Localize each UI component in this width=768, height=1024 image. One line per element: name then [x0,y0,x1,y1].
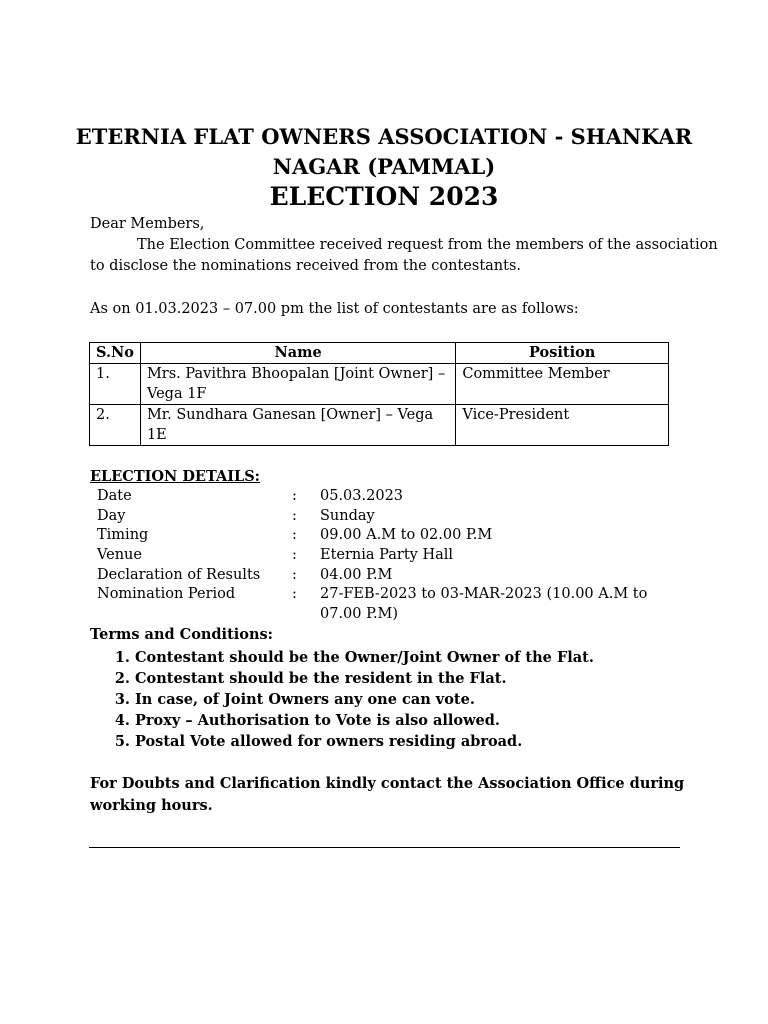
cell-position: Committee Member [456,364,669,405]
detail-separator: : [292,586,297,602]
detail-label-day: Day [97,508,126,524]
terms-heading: Terms and Conditions: [90,626,274,643]
intro-paragraph-line2: to disclose the nominations received from the contestants. [90,258,522,274]
intro-paragraph-line1: The Election Committee received request from the members of the association [137,237,718,253]
header-sno: S.No [90,343,141,364]
footer-contact-line2: working hours. [90,797,213,814]
detail-value-nomination-line2: 07.00 P.M) [320,606,399,622]
detail-label-timing: Timing [97,527,149,543]
cell-position: Vice-President [456,405,669,446]
detail-value-venue: Eternia Party Hall [320,547,454,563]
cell-name-line2: Vega 1F [146,386,207,402]
detail-label-results: Declaration of Results [97,567,261,583]
detail-value-nomination: 27-FEB-2023 to 03-MAR-2023 (10.00 A.M to [320,586,648,602]
detail-separator: : [292,567,297,583]
detail-separator: : [292,527,297,543]
document-title-line2: NAGAR (PAMMAL) [272,154,496,179]
footer-contact-line1: For Doubts and Clarification kindly contact the Association Office during [90,775,685,792]
cell-name: Mr. Sundhara Ganesan [Owner] – Vega 1E [140,405,455,446]
detail-value-date: 05.03.2023 [320,488,404,504]
header-name: Name [140,343,455,364]
cell-sno: 2. [90,405,141,446]
as-on-statement: As on 01.03.2023 – 07.00 pm the list of contestants are as follows: [90,301,579,317]
table-header-row [90,343,669,364]
detail-label-date: Date [97,488,132,504]
election-details-heading: ELECTION DETAILS: [90,468,261,485]
terms-list [90,647,594,752]
list-item: 3. In case, of Joint Owners any one can vote. [135,689,594,710]
list-item: 4. Proxy – Authorisation to Vote is also allowed. [135,710,594,731]
list-item: 1. Contestant should be the Owner/Joint Owner of the Flat. [135,647,594,668]
document-title-line1: ETERNIA FLAT OWNERS ASSOCIATION - SHANKAR [75,124,693,149]
list-item: 5. Postal Vote allowed for owners residing abroad. [135,731,594,752]
table-row [90,405,669,446]
detail-separator: : [292,508,297,524]
table-row [90,364,669,405]
detail-label-nomination: Nomination Period [97,586,236,602]
detail-separator: : [292,547,297,563]
document-title-election: ELECTION 2023 [269,182,499,211]
cell-name-line1: Mrs. Pavithra Bhoopalan [Joint Owner] – [146,366,446,382]
detail-value-day: Sunday [320,508,375,524]
list-item: 2. Contestant should be the resident in the Flat. [135,668,594,689]
horizontal-rule [89,847,680,848]
cell-sno: 1. [90,364,141,405]
detail-value-results: 04.00 P.M [320,567,393,583]
cell-name [140,364,455,405]
salutation: Dear Members, [90,216,205,232]
detail-value-timing: 09.00 A.M to 02.00 P.M [320,527,493,543]
detail-separator: : [292,488,297,504]
contestants-table [89,342,669,446]
detail-label-venue: Venue [97,547,142,563]
header-position: Position [456,343,669,364]
